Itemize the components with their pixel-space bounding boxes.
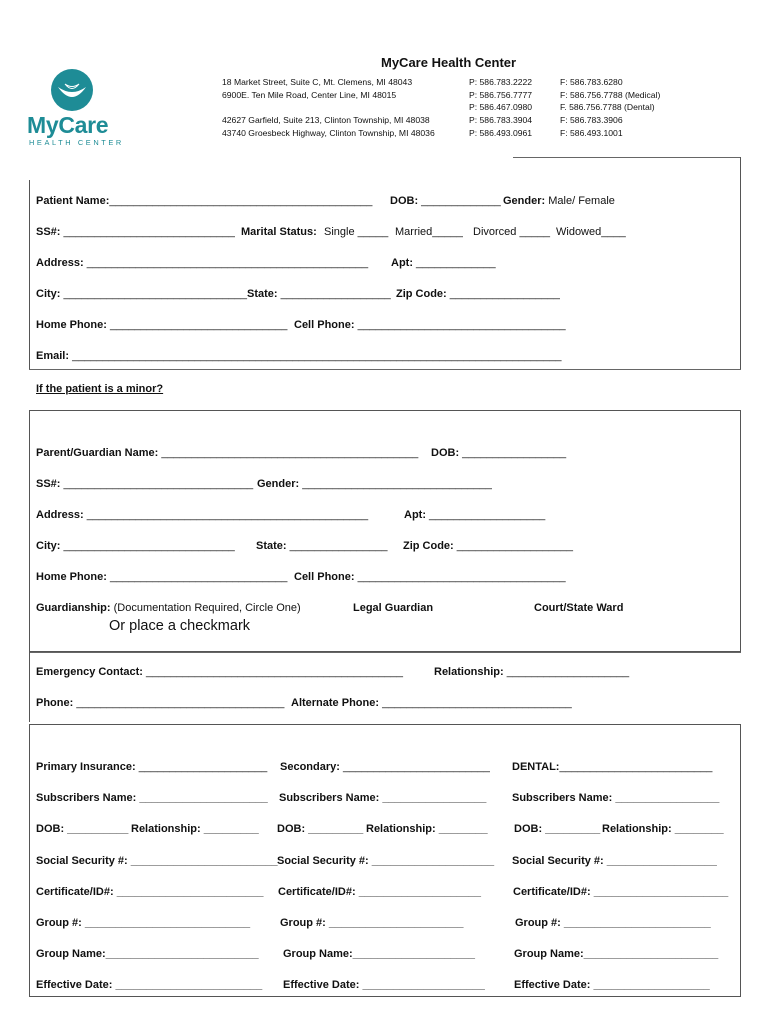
primary-dob-field[interactable]: DOB: __________ — [36, 823, 129, 835]
dental-effective-date-field[interactable]: Effective Date: ___________________ — [514, 979, 710, 991]
patient-home-phone-field[interactable]: Home Phone: _____________________________ — [36, 319, 288, 331]
patient-apt-field[interactable]: Apt: _____________ — [391, 257, 496, 269]
marital-divorced-option[interactable]: Divorced _____ — [473, 226, 551, 238]
address-4: 43740 Groesbeck Highway, Clinton Township, MI 48036 — [222, 128, 435, 138]
patient-dob-field[interactable]: DOB: _____________ — [390, 195, 501, 207]
court-ward-option[interactable]: Court/State Ward — [534, 602, 624, 614]
address-3: 42627 Garfield, Suite 213, Clinton Township, MI 48038 — [222, 115, 430, 125]
guardian-zip-field[interactable]: Zip Code: ___________________ — [403, 540, 574, 552]
guardian-address-field[interactable]: Address: ______________________________________________ — [36, 509, 369, 521]
guardian-name-field[interactable]: Parent/Guardian Name: __________________________________________ — [36, 447, 419, 459]
patient-name-field[interactable]: Patient Name:___________________________________________ — [36, 195, 373, 207]
guardian-ss-field[interactable]: SS#: _______________________________ — [36, 478, 254, 490]
primary-relationship-field[interactable]: Relationship: _________ — [131, 823, 259, 835]
patient-cell-phone-field[interactable]: Cell Phone: __________________________________ — [294, 319, 566, 331]
guardian-home-phone-field[interactable]: Home Phone: _____________________________ — [36, 571, 288, 583]
fax-1: F: 586.783.6280 — [560, 77, 623, 87]
logo-emblem-icon — [49, 67, 95, 113]
dental-dob-field[interactable]: DOB: _________ — [514, 823, 601, 835]
guardian-apt-field[interactable]: Apt: ___________________ — [404, 509, 546, 521]
address-2: 6900E. Ten Mile Road, Center Line, MI 48015 — [222, 90, 397, 100]
emergency-phone-field[interactable]: Phone: __________________________________ — [36, 697, 285, 709]
page-title: MyCare Health Center — [381, 55, 517, 70]
primary-subscriber-field[interactable]: Subscribers Name: _____________________ — [36, 792, 268, 804]
patient-zip-field[interactable]: Zip Code: __________________ — [396, 288, 560, 300]
dental-ssn-field[interactable]: Social Security #: __________________ — [512, 855, 717, 867]
secondary-insurance-field[interactable]: Secondary: ________________________ — [280, 761, 490, 773]
primary-effective-date-field[interactable]: Effective Date: ________________________ — [36, 979, 263, 991]
logo-wordmark: MyCare — [27, 112, 109, 138]
dental-subscriber-field[interactable]: Subscribers Name: _________________ — [512, 792, 720, 804]
fax-2: F: 586.756.7788 (Medical) — [560, 90, 661, 100]
guardian-gender-field[interactable]: Gender: _______________________________ — [257, 478, 492, 490]
phone-2: P: 586.756.7777 — [469, 90, 533, 100]
marital-married-option[interactable]: Married_____ — [395, 226, 463, 238]
primary-insurance-field[interactable]: Primary Insurance: _____________________ — [36, 761, 268, 773]
primary-certificate-field[interactable]: Certificate/ID#: ________________________ — [36, 886, 264, 898]
dental-relationship-field[interactable]: Relationship: ________ — [602, 823, 724, 835]
phone-4: P: 586.783.3904 — [469, 115, 533, 125]
dental-certificate-field[interactable]: Certificate/ID#: ______________________ — [513, 886, 729, 898]
emergency-alt-phone-field[interactable]: Alternate Phone: _______________________________ — [291, 697, 572, 709]
phone-5: P: 586.493.0961 — [469, 128, 533, 138]
guardian-city-field[interactable]: City: ____________________________ — [36, 540, 235, 552]
checkmark-note: Or place a checkmark — [109, 618, 251, 634]
patient-gender-field[interactable]: Gender: Male/ Female — [503, 195, 615, 207]
secondary-certificate-field[interactable]: Certificate/ID#: ____________________ — [278, 886, 482, 898]
phone-3: P: 586.467.0980 — [469, 102, 533, 112]
secondary-subscriber-field[interactable]: Subscribers Name: _________________ — [279, 792, 487, 804]
fax-5: F: 586.493.1001 — [560, 128, 623, 138]
fax-3: F. 586.756.7788 (Dental) — [560, 102, 655, 112]
fax-4: F: 586.783.3906 — [560, 115, 623, 125]
secondary-group-number-field[interactable]: Group #: ______________________ — [280, 917, 464, 929]
dental-insurance-field[interactable]: DENTAL:_________________________ — [512, 761, 713, 773]
secondary-group-name-field[interactable]: Group Name:____________________ — [283, 948, 476, 960]
minor-section-heading: If the patient is a minor? — [36, 383, 164, 395]
guardianship-field: Guardianship: (Documentation Required, Circle One) — [36, 602, 301, 614]
address-1: 18 Market Street, Suite C, Mt. Clemens, MI 48043 — [222, 77, 413, 87]
patient-email-field[interactable]: Email: ________________________________________________________________________________ — [36, 350, 562, 362]
logo-subtitle: HEALTH CENTER — [29, 138, 124, 147]
secondary-effective-date-field[interactable]: Effective Date: ____________________ — [283, 979, 485, 991]
legal-guardian-option[interactable]: Legal Guardian — [353, 602, 434, 614]
patient-ss-field[interactable]: SS#: ____________________________ — [36, 226, 235, 238]
marital-single-option[interactable]: Single _____ — [324, 226, 389, 238]
guardian-cell-phone-field[interactable]: Cell Phone: __________________________________ — [294, 571, 566, 583]
patient-city-field[interactable]: City: ______________________________ — [36, 288, 248, 300]
phone-1: P: 586.783.2222 — [469, 77, 533, 87]
emergency-contact-field[interactable]: Emergency Contact: __________________________________________ — [36, 666, 403, 678]
dental-group-name-field[interactable]: Group Name:______________________ — [514, 948, 719, 960]
patient-address-field[interactable]: Address: ______________________________________________ — [36, 257, 369, 269]
secondary-relationship-field[interactable]: Relationship: ________ — [366, 823, 488, 835]
patient-state-field[interactable]: State: __________________ — [247, 288, 391, 300]
marital-widowed-option[interactable]: Widowed____ — [556, 226, 626, 238]
guardian-dob-field[interactable]: DOB: _________________ — [431, 447, 567, 459]
secondary-dob-field[interactable]: DOB: _________ — [277, 823, 364, 835]
primary-ssn-field[interactable]: Social Security #: ________________________ — [36, 855, 278, 867]
primary-group-number-field[interactable]: Group #: ___________________________ — [36, 917, 251, 929]
dental-group-number-field[interactable]: Group #: ________________________ — [515, 917, 711, 929]
marital-status-label: Marital Status: — [241, 226, 317, 238]
emergency-relationship-field[interactable]: Relationship: ____________________ — [434, 666, 630, 678]
guardian-state-field[interactable]: State: ________________ — [256, 540, 388, 552]
primary-group-name-field[interactable]: Group Name:_________________________ — [36, 948, 259, 960]
secondary-ssn-field[interactable]: Social Security #: ____________________ — [277, 855, 495, 867]
